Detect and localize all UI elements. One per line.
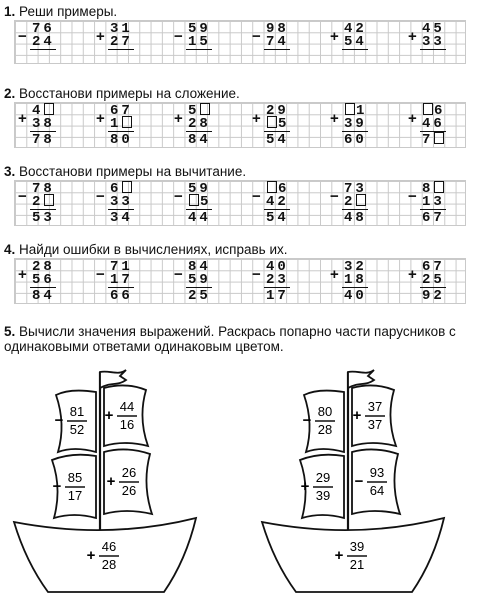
- bottom-number: 39: [344, 116, 367, 132]
- result-number: 34: [110, 210, 133, 226]
- top-number: 59: [188, 181, 211, 197]
- task-5-title: 5. Вычисли значения выражений. Раскрась попарно части парусников с одинаковыми ответами одинаковым цветом.: [4, 324, 456, 354]
- operation-sign: +: [330, 110, 339, 127]
- top-number: 6: [110, 181, 133, 197]
- top-number: 44: [119, 399, 135, 414]
- top-number: 5: [188, 103, 211, 119]
- bottom-number: 64: [369, 483, 385, 498]
- bottom-number: 17: [110, 272, 133, 288]
- result-number: 78: [32, 132, 55, 148]
- bottom-number: 33: [110, 194, 133, 210]
- bottom-number: 23: [266, 272, 289, 288]
- top-number: 6: [422, 103, 445, 119]
- bottom-number: 25: [422, 272, 445, 288]
- top-number: 32: [344, 259, 367, 275]
- operation-sign: +: [408, 266, 417, 283]
- top-number: 46: [101, 539, 117, 554]
- top-number: 45: [422, 21, 445, 37]
- top-number: 42: [344, 21, 367, 37]
- operation-sign: −: [408, 188, 417, 205]
- top-number: 39: [349, 539, 365, 554]
- result-number: 7: [422, 132, 445, 148]
- operation-sign: −: [354, 473, 364, 490]
- top-number: 37: [367, 399, 383, 414]
- bottom-number: 17: [67, 488, 83, 503]
- bottom-number: 42: [266, 194, 289, 210]
- bottom-number: 59: [188, 272, 211, 288]
- bottom-number: 18: [344, 272, 367, 288]
- bottom-number: 28: [188, 116, 211, 132]
- top-number: 29: [266, 103, 289, 119]
- result-number: 44: [188, 210, 211, 226]
- top-number: 1: [344, 103, 367, 119]
- operation-sign: +: [106, 473, 116, 490]
- operation-sign: −: [174, 188, 183, 205]
- result-number: 92: [422, 288, 445, 304]
- hull[interactable]: [14, 518, 196, 592]
- result-number: 84: [32, 288, 55, 304]
- top-number: 59: [188, 21, 211, 37]
- top-number: 93: [369, 465, 385, 480]
- result-number: 54: [266, 132, 289, 148]
- top-number: 71: [110, 259, 133, 275]
- hull[interactable]: [262, 518, 444, 592]
- top-number: 67: [110, 103, 133, 119]
- bottom-number: 28: [101, 557, 117, 572]
- operation-sign: +: [18, 110, 27, 127]
- bottom-number: 28: [317, 422, 333, 437]
- top-number: 80: [317, 404, 333, 419]
- bottom-number: 2: [32, 194, 55, 210]
- operation-sign: −: [18, 188, 27, 205]
- top-number: 8: [422, 181, 445, 197]
- bottom-number: 16: [119, 417, 135, 432]
- top-number: 29: [315, 470, 331, 485]
- operation-sign: −: [252, 266, 261, 283]
- result-number: 17: [266, 288, 289, 304]
- top-number: 31: [110, 21, 133, 37]
- bottom-number: 52: [69, 422, 85, 437]
- task-4-title: 4. Найди ошибки в вычислениях, исправь их.: [4, 242, 288, 257]
- operation-sign: −: [302, 412, 312, 429]
- result-number: 48: [344, 210, 367, 226]
- result-number: 60: [344, 132, 367, 148]
- sailboat-right: [262, 370, 444, 592]
- top-number: 28: [32, 259, 55, 275]
- operation-sign: +: [96, 28, 105, 45]
- top-number: 98: [266, 21, 289, 37]
- task-1-title: 1. Реши примеры.: [4, 4, 118, 19]
- operation-sign: −: [330, 188, 339, 205]
- top-number: 4: [32, 103, 55, 119]
- bottom-number: 1: [110, 116, 133, 132]
- bottom-number: 21: [349, 557, 365, 572]
- top-number: 78: [32, 181, 55, 197]
- top-number: 85: [67, 470, 83, 485]
- operation-sign: +: [408, 110, 417, 127]
- operation-sign: +: [330, 266, 339, 283]
- operation-sign: −: [18, 28, 27, 45]
- operation-sign: +: [86, 547, 96, 564]
- result-number: 25: [188, 288, 211, 304]
- bottom-number: 56: [32, 272, 55, 288]
- operation-sign: +: [104, 407, 114, 424]
- bottom-number: 74: [266, 34, 289, 50]
- operation-sign: −: [174, 266, 183, 283]
- operation-sign: −: [52, 478, 62, 495]
- bottom-number: 5: [188, 194, 211, 210]
- result-number: 40: [344, 288, 367, 304]
- top-number: 26: [121, 465, 137, 480]
- result-number: 53: [32, 210, 55, 226]
- result-number: 67: [422, 210, 445, 226]
- operation-sign: −: [252, 188, 261, 205]
- operation-sign: −: [96, 266, 105, 283]
- sailboat-left: [14, 370, 196, 592]
- bottom-number: 13: [422, 194, 445, 210]
- operation-sign: +: [330, 28, 339, 45]
- result-number: 80: [110, 132, 133, 148]
- operation-sign: +: [18, 266, 27, 283]
- operation-sign: +: [352, 407, 362, 424]
- operation-sign: −: [174, 28, 183, 45]
- operation-sign: +: [174, 110, 183, 127]
- bottom-number: 2: [344, 194, 367, 210]
- operation-sign: +: [300, 478, 310, 495]
- operation-sign: −: [252, 28, 261, 45]
- operation-sign: +: [96, 110, 105, 127]
- result-number: 54: [266, 210, 289, 226]
- bottom-number: 5: [266, 116, 289, 132]
- bottom-number: 37: [367, 417, 383, 432]
- operation-sign: +: [408, 28, 417, 45]
- result-number: 84: [188, 132, 211, 148]
- top-number: 6: [266, 181, 289, 197]
- top-number: 76: [32, 21, 55, 37]
- top-number: 73: [344, 181, 367, 197]
- operation-sign: −: [96, 188, 105, 205]
- top-number: 81: [69, 404, 85, 419]
- bottom-number: 24: [32, 34, 55, 50]
- bottom-number: 54: [344, 34, 367, 50]
- bottom-number: 39: [315, 488, 331, 503]
- top-number: 84: [188, 259, 211, 275]
- task-3-title: 3. Восстанови примеры на вычитание.: [4, 164, 247, 179]
- task-2-title: 2. Восстанови примеры на сложение.: [4, 86, 240, 101]
- bottom-number: 15: [188, 34, 211, 50]
- top-number: 67: [422, 259, 445, 275]
- bottom-number: 33: [422, 34, 445, 50]
- top-number: 40: [266, 259, 289, 275]
- bottom-number: 38: [32, 116, 55, 132]
- operation-sign: +: [334, 547, 344, 564]
- bottom-number: 26: [121, 483, 137, 498]
- bottom-number: 27: [110, 34, 133, 50]
- operation-sign: −: [54, 412, 64, 429]
- result-number: 66: [110, 288, 133, 304]
- operation-sign: +: [252, 110, 261, 127]
- bottom-number: 46: [422, 116, 445, 132]
